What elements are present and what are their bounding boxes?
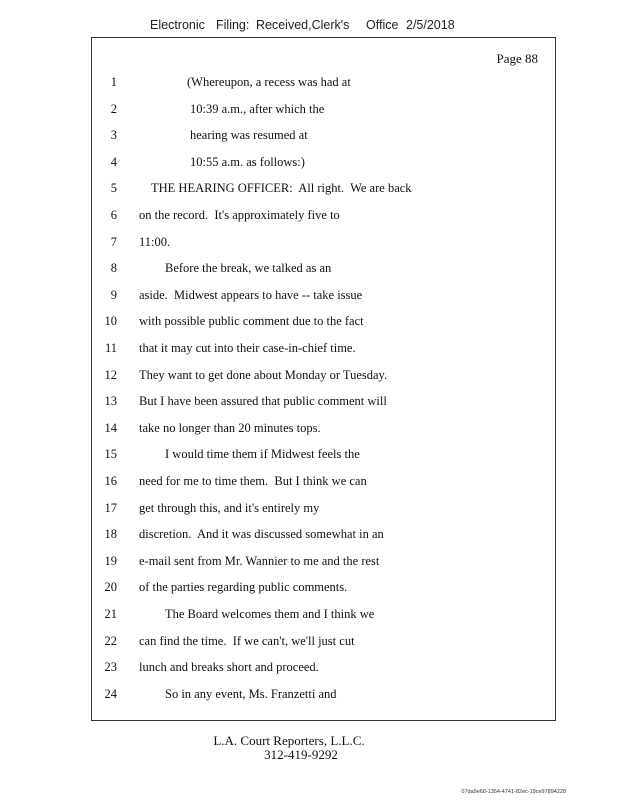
- transcript-line: [92, 178, 555, 198]
- line-number: 12: [104, 367, 117, 382]
- line-text: take no longer than 20 minutes tops.: [139, 420, 321, 435]
- transcript-line: [92, 205, 555, 225]
- line-text: Before the break, we talked as an: [165, 261, 332, 276]
- line-text: They want to get done about Monday or Tuesday.: [139, 367, 388, 382]
- line-number: 16: [104, 474, 117, 488]
- line-number: 9: [110, 287, 117, 302]
- line-text: aside. Midwest appears to have -- take issue: [139, 287, 363, 302]
- transcript-line: [92, 631, 555, 651]
- line-text: e-mail sent from Mr. Wannier to me and the rest: [139, 553, 380, 568]
- document-hash: 07da9e68-1354-4741-82ec-19ce97894228: [461, 789, 566, 795]
- line-text: of the parties regarding public comments.: [139, 580, 348, 595]
- transcript-line: [92, 524, 555, 544]
- line-number: 22: [104, 633, 117, 648]
- transcript-line: [92, 365, 555, 385]
- transcript-line: [92, 338, 555, 358]
- transcript-page: [91, 37, 556, 721]
- line-number: 2: [110, 101, 117, 116]
- electronic-filing-stamp: [0, 18, 618, 36]
- line-text: 10:39 a.m., after which the: [190, 101, 325, 116]
- line-text: 11:00.: [139, 234, 171, 249]
- line-text: get through this, and it's entirely my: [139, 500, 320, 515]
- line-text: hearing was resumed at: [190, 128, 308, 143]
- line-number: 10: [104, 314, 117, 329]
- line-text: (Whereupon, a recess was had at: [187, 75, 351, 89]
- line-number: 13: [104, 394, 117, 409]
- transcript-line: [92, 551, 555, 571]
- transcript-line: [92, 498, 555, 518]
- line-text: that it may cut into their case-in-chief time.: [139, 341, 356, 355]
- line-text: with possible public comment due to the fact: [139, 314, 364, 329]
- transcript-line: [92, 577, 555, 597]
- transcript-line: [92, 311, 555, 331]
- line-number: 4: [110, 154, 117, 169]
- stamp-word-received-clerks: Received,Clerk's: [256, 18, 350, 32]
- line-text: 10:55 a.m. as follows:): [190, 154, 305, 169]
- transcript-line: [92, 471, 555, 491]
- court-reporter-phone: 312-419-9292: [264, 747, 338, 762]
- line-number: 7: [110, 234, 117, 249]
- line-text: discretion. And it was discussed somewhat in an: [139, 527, 384, 542]
- line-number: 17: [104, 500, 117, 515]
- transcript-line: [92, 72, 555, 92]
- line-text: THE HEARING OFFICER: All right. We are back: [151, 181, 412, 196]
- line-number: 19: [104, 553, 117, 568]
- line-number: 18: [104, 527, 117, 542]
- transcript-line: [92, 604, 555, 624]
- line-number: 3: [110, 128, 117, 143]
- stamp-date: 2/5/2018: [406, 18, 455, 32]
- stamp-word-filing: Filing:: [216, 18, 250, 32]
- court-reporter-name: L.A. Court Reporters, L.L.C.: [213, 733, 365, 748]
- line-text: lunch and breaks short and proceed.: [139, 660, 319, 675]
- line-number: 14: [104, 420, 117, 435]
- line-text: can find the time. If we can't, we'll just cut: [139, 633, 355, 648]
- line-number: 11: [104, 341, 117, 355]
- transcript-line: [92, 285, 555, 305]
- line-number: 23: [104, 660, 117, 675]
- line-text: on the record. It's approximately five to: [139, 208, 340, 222]
- line-text: The Board welcomes them and I think we: [165, 607, 375, 621]
- transcript-line: [92, 444, 555, 464]
- line-text: I would time them if Midwest feels the: [165, 447, 360, 462]
- transcript-line: [92, 232, 555, 252]
- transcript-line: [92, 418, 555, 438]
- line-number: 1: [110, 75, 117, 89]
- transcript-line: [92, 152, 555, 172]
- transcript-line: [92, 125, 555, 145]
- line-text: need for me to time them. But I think we can: [139, 474, 367, 488]
- line-number: 5: [110, 181, 117, 196]
- page-number: Page 88: [496, 51, 538, 66]
- line-number: 24: [104, 686, 117, 701]
- line-text: So in any event, Ms. Franzetti and: [165, 686, 337, 701]
- transcript-line: [92, 391, 555, 411]
- line-text: But I have been assured that public comment will: [139, 394, 387, 409]
- transcript-line: [92, 258, 555, 278]
- transcript-line: [92, 657, 555, 677]
- transcript-line: [92, 99, 555, 119]
- line-number: 6: [110, 208, 117, 222]
- stamp-word-office: Office: [366, 18, 399, 32]
- line-number: 20: [104, 580, 117, 595]
- line-number: 15: [104, 447, 117, 462]
- line-number: 8: [110, 261, 117, 276]
- transcript-line: [92, 684, 555, 704]
- stamp-word-electronic: Electronic: [150, 18, 205, 32]
- line-number: 21: [104, 607, 117, 621]
